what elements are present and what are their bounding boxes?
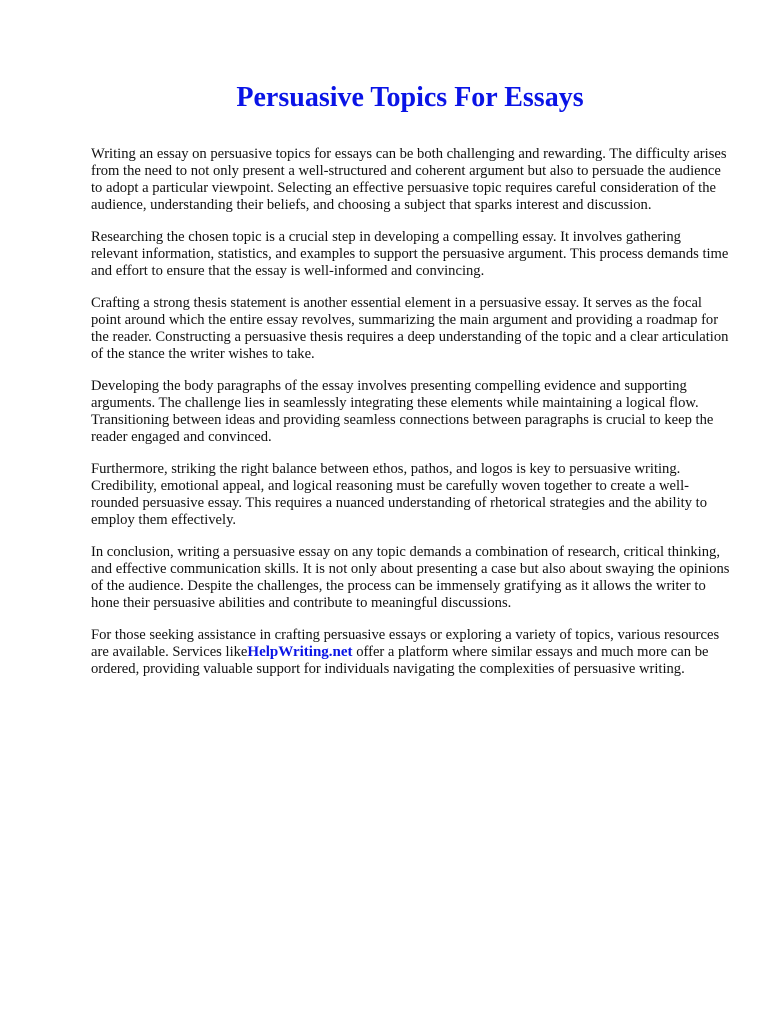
paragraph-7 [91,627,731,678]
paragraph-1: Writing an essay on persuasive topics for essays can be both challenging and rewarding. The difficulty arises from the need to not only present a well-structured and coherent argument but also to persuade the audience to adopt a particular viewpoint. Selecting an effective persuasive topic requires careful consideration of the audience, understanding their beliefs, and choosing a subject that sparks interest and discussion. [91,146,727,213]
paragraph-4: Developing the body paragraphs of the essay involves presenting compelling evidence and supporting arguments. The challenge lies in seamlessly integrating these elements while maintaining a logical flow. Transitioning between ideas and providing seamless connections between paragraphs is crucial to keep the reader engaged and convinced. [91,378,714,445]
page-title: Persuasive Topics For Essays [236,82,584,113]
paragraph-7-text-before-link: For those seeking assistance in crafting persuasive essays or exploring a variety of topics, various resources are available. Services like [91,627,720,660]
paragraph-5: Furthermore, striking the right balance between ethos, pathos, and logos is key to persuasive writing. Credibility, emotional appeal, and logical reasoning must be carefully woven together to create a well-rounded persuasive essay. This requires a nuanced understanding of rhetorical strategies and the ability to employ them effectively. [91,461,707,528]
paragraph-2: Researching the chosen topic is a crucial step in developing a compelling essay. It involves gathering relevant information, statistics, and examples to support the persuasive argument. This process demands time and effort to ensure that the essay is well-informed and convincing. [91,229,729,279]
document-body [91,146,731,693]
paragraph-6: In conclusion, writing a persuasive essay on any topic demands a combination of research, critical thinking, and effective communication skills. It is not only about presenting a case but also about swaying the opinions of the audience. Despite the challenges, the process can be immensely gratifying as it allows the writer to hone their persuasive abilities and contribute to meaningful discussions. [91,544,730,611]
paragraph-3: Crafting a strong thesis statement is another essential element in a persuasive essay. It serves as the focal point around which the entire essay revolves, summarizing the main argument and providing a roadmap for the reader. Constructing a persuasive thesis requires a deep understanding of the topic and a clear articulation of the stance the writer wishes to take. [91,295,729,362]
paragraph-7-text-after-link: offer a platform where similar essays and much more can be ordered, providing valuable support for individuals navigating the complexities of persuasive writing. [91,644,709,677]
helpwriting-link[interactable]: HelpWriting.net [247,644,353,660]
